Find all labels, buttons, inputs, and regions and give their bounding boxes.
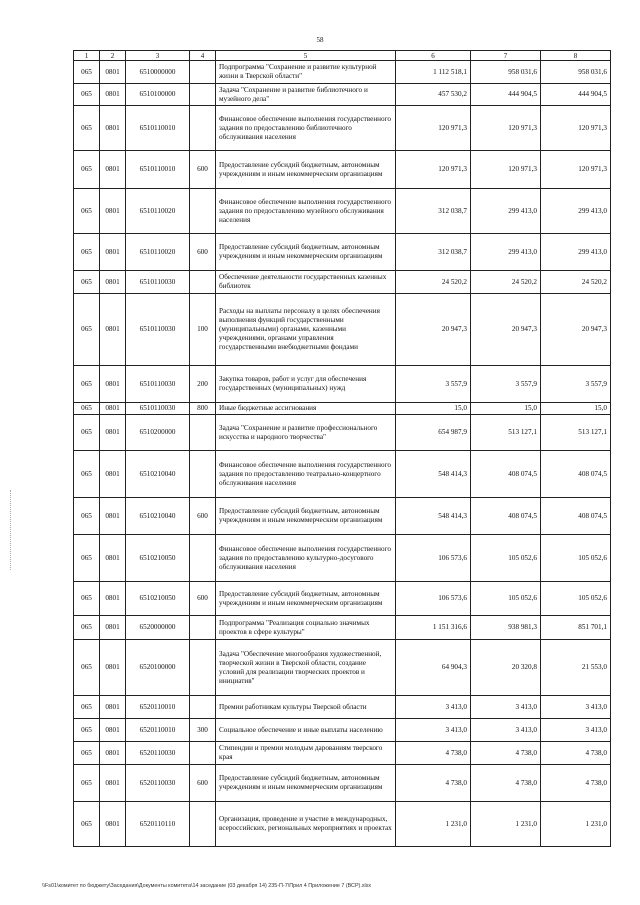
amount-year2-cell: 120 971,3 <box>471 151 541 189</box>
table-row <box>74 366 611 403</box>
expense-type-cell <box>190 742 216 765</box>
section-code-cell: 0801 <box>100 451 126 498</box>
description-cell: Закупка товаров, работ и услуг для обеспечения государственных (муниципальных) нужд <box>216 366 396 403</box>
expense-type-cell <box>190 616 216 640</box>
amount-year3-cell: 513 127,1 <box>541 415 611 451</box>
table-body <box>74 61 611 847</box>
expense-type-cell <box>190 271 216 294</box>
target-article-cell: 6510110030 <box>126 403 190 415</box>
description-cell: Финансовое обеспечение выполнения государственного задания по предоставлению театрально-концертного обслуживания населения <box>216 451 396 498</box>
amount-year2-cell: 15,0 <box>471 403 541 415</box>
expense-type-cell <box>190 640 216 696</box>
description-cell: Премии работникам культуры Тверской области <box>216 696 396 719</box>
table-row <box>74 616 611 640</box>
target-article-cell: 6520000000 <box>126 616 190 640</box>
amount-year1-cell: 3 557,9 <box>396 366 471 403</box>
ministry-code-cell: 065 <box>74 366 100 403</box>
header-cell: 3 <box>126 51 190 61</box>
ministry-code-cell: 065 <box>74 696 100 719</box>
table-row <box>74 498 611 535</box>
description-cell: Предоставление субсидий бюджетным, автономным учреждениям и иным некоммерческим организациям <box>216 765 396 802</box>
description-cell: Подпрограмма "Сохранение и развитие культурной жизни в Тверской области" <box>216 61 396 84</box>
expense-type-cell <box>190 84 216 106</box>
expense-type-cell <box>190 106 216 151</box>
amount-year2-cell: 444 904,5 <box>471 84 541 106</box>
target-article-cell: 6510110020 <box>126 189 190 234</box>
amount-year1-cell: 64 904,3 <box>396 640 471 696</box>
amount-year1-cell: 1 151 316,6 <box>396 616 471 640</box>
expense-type-cell <box>190 535 216 582</box>
amount-year1-cell: 15,0 <box>396 403 471 415</box>
target-article-cell: 6520110010 <box>126 696 190 719</box>
header-cell: 7 <box>471 51 541 61</box>
header-cell: 8 <box>541 51 611 61</box>
section-code-cell: 0801 <box>100 189 126 234</box>
amount-year3-cell: 120 971,3 <box>541 106 611 151</box>
ministry-code-cell: 065 <box>74 61 100 84</box>
section-code-cell: 0801 <box>100 535 126 582</box>
ministry-code-cell: 065 <box>74 765 100 802</box>
amount-year2-cell: 408 074,5 <box>471 498 541 535</box>
section-code-cell: 0801 <box>100 234 126 271</box>
ministry-code-cell: 065 <box>74 802 100 847</box>
amount-year3-cell: 24 520,2 <box>541 271 611 294</box>
description-cell: Обеспечение деятельности государственных казенных библиотек <box>216 271 396 294</box>
amount-year2-cell: 20 947,3 <box>471 294 541 366</box>
amount-year2-cell: 24 520,2 <box>471 271 541 294</box>
table-row <box>74 696 611 719</box>
target-article-cell: 6510110030 <box>126 271 190 294</box>
amount-year2-cell: 3 413,0 <box>471 696 541 719</box>
description-cell: Социальное обеспечение и иные выплаты населению <box>216 719 396 742</box>
description-cell: Иные бюджетные ассигнования <box>216 403 396 415</box>
target-article-cell: 6510110020 <box>126 234 190 271</box>
table-row <box>74 765 611 802</box>
amount-year1-cell: 3 413,0 <box>396 719 471 742</box>
amount-year1-cell: 312 038,7 <box>396 234 471 271</box>
amount-year3-cell: 408 074,5 <box>541 451 611 498</box>
amount-year3-cell: 958 031,6 <box>541 61 611 84</box>
amount-year2-cell: 938 981,3 <box>471 616 541 640</box>
description-cell: Предоставление субсидий бюджетным, автономным учреждениям и иным некоммерческим организациям <box>216 234 396 271</box>
table-row <box>74 403 611 415</box>
amount-year3-cell: 851 701,1 <box>541 616 611 640</box>
header-cell: 4 <box>190 51 216 61</box>
section-code-cell: 0801 <box>100 61 126 84</box>
description-cell: Финансовое обеспечение выполнения государственного задания по предоставлению библиотечного обслуживания населения <box>216 106 396 151</box>
description-cell: Финансовое обеспечение выполнения государственного задания по предоставлению культурно-досугового обслуживания населения <box>216 535 396 582</box>
expense-type-cell <box>190 451 216 498</box>
file-path-footer: \\Fs01\комитет по бюджету\Заседания\Документы комитета\14 заседание (03 декабря 14) 235-П-7\Прил 4 Приложение 7 (ВСР).xlsx <box>42 883 372 889</box>
description-cell: Финансовое обеспечение выполнения государственного задания по предоставлению музейного обслуживания населения <box>216 189 396 234</box>
table-row <box>74 719 611 742</box>
description-cell: Организация, проведение и участие в международных, всероссийских, региональных мероприятиях и проектах <box>216 802 396 847</box>
target-article-cell: 6520110030 <box>126 742 190 765</box>
description-cell: Задача "Обеспечение многообразия художественной, творческой жизни в Тверской области, создание условий для реализации творческих проектов и инициатив" <box>216 640 396 696</box>
amount-year1-cell: 4 738,0 <box>396 765 471 802</box>
table-row <box>74 151 611 189</box>
header-cell: 5 <box>216 51 396 61</box>
table-row <box>74 271 611 294</box>
amount-year1-cell: 120 971,3 <box>396 106 471 151</box>
amount-year2-cell: 3 413,0 <box>471 719 541 742</box>
amount-year3-cell: 3 413,0 <box>541 719 611 742</box>
amount-year3-cell: 21 553,0 <box>541 640 611 696</box>
description-cell: Предоставление субсидий бюджетным, автономным учреждениям и иным некоммерческим организациям <box>216 151 396 189</box>
table-row <box>74 535 611 582</box>
amount-year2-cell: 299 413,0 <box>471 234 541 271</box>
amount-year1-cell: 3 413,0 <box>396 696 471 719</box>
header-cell: 2 <box>100 51 126 61</box>
expense-type-cell: 600 <box>190 234 216 271</box>
target-article-cell: 6510210050 <box>126 535 190 582</box>
amount-year3-cell: 20 947,3 <box>541 294 611 366</box>
target-article-cell: 6510110030 <box>126 366 190 403</box>
ministry-code-cell: 065 <box>74 640 100 696</box>
expense-type-cell: 800 <box>190 403 216 415</box>
expense-type-cell: 600 <box>190 765 216 802</box>
amount-year1-cell: 24 520,2 <box>396 271 471 294</box>
header-cell: 6 <box>396 51 471 61</box>
section-code-cell: 0801 <box>100 84 126 106</box>
ministry-code-cell: 065 <box>74 234 100 271</box>
expense-type-cell: 600 <box>190 151 216 189</box>
table-row <box>74 294 611 366</box>
expense-type-cell: 600 <box>190 582 216 616</box>
amount-year3-cell: 4 738,0 <box>541 742 611 765</box>
target-article-cell: 6520110010 <box>126 719 190 742</box>
expense-type-cell <box>190 189 216 234</box>
amount-year3-cell: 1 231,0 <box>541 802 611 847</box>
amount-year1-cell: 457 530,2 <box>396 84 471 106</box>
amount-year1-cell: 120 971,3 <box>396 151 471 189</box>
expense-type-cell <box>190 415 216 451</box>
ministry-code-cell: 065 <box>74 719 100 742</box>
table-row <box>74 84 611 106</box>
amount-year2-cell: 958 031,6 <box>471 61 541 84</box>
amount-year2-cell: 20 320,8 <box>471 640 541 696</box>
table-row <box>74 61 611 84</box>
section-code-cell: 0801 <box>100 498 126 535</box>
amount-year3-cell: 299 413,0 <box>541 189 611 234</box>
expense-type-cell <box>190 61 216 84</box>
ministry-code-cell: 065 <box>74 84 100 106</box>
amount-year1-cell: 106 573,6 <box>396 535 471 582</box>
ministry-code-cell: 065 <box>74 535 100 582</box>
amount-year2-cell: 3 557,9 <box>471 366 541 403</box>
description-cell: Задача "Сохранение и развитие библиотечного и музейного дела" <box>216 84 396 106</box>
amount-year3-cell: 4 738,0 <box>541 765 611 802</box>
amount-year2-cell: 4 738,0 <box>471 742 541 765</box>
amount-year3-cell: 299 413,0 <box>541 234 611 271</box>
table-row <box>74 106 611 151</box>
section-code-cell: 0801 <box>100 616 126 640</box>
amount-year1-cell: 548 414,3 <box>396 451 471 498</box>
ministry-code-cell: 065 <box>74 498 100 535</box>
section-code-cell: 0801 <box>100 719 126 742</box>
amount-year2-cell: 105 052,6 <box>471 535 541 582</box>
margin-binding-marks <box>10 490 13 570</box>
table-row <box>74 415 611 451</box>
section-code-cell: 0801 <box>100 802 126 847</box>
ministry-code-cell: 065 <box>74 106 100 151</box>
expense-type-cell: 300 <box>190 719 216 742</box>
page-number: 58 <box>316 36 324 44</box>
amount-year2-cell: 513 127,1 <box>471 415 541 451</box>
amount-year2-cell: 1 231,0 <box>471 802 541 847</box>
target-article-cell: 6510210040 <box>126 451 190 498</box>
header-cell: 1 <box>74 51 100 61</box>
section-code-cell: 0801 <box>100 271 126 294</box>
description-cell: Предоставление субсидий бюджетным, автономным учреждениям и иным некоммерческим организациям <box>216 582 396 616</box>
expense-type-cell <box>190 802 216 847</box>
description-cell: Задача "Сохранение и развитие профессионального искусства и народного творчества" <box>216 415 396 451</box>
ministry-code-cell: 065 <box>74 451 100 498</box>
target-article-cell: 6520110110 <box>126 802 190 847</box>
amount-year3-cell: 3 557,9 <box>541 366 611 403</box>
amount-year1-cell: 1 231,0 <box>396 802 471 847</box>
section-code-cell: 0801 <box>100 294 126 366</box>
target-article-cell: 6510100000 <box>126 84 190 106</box>
table-row <box>74 189 611 234</box>
amount-year1-cell: 20 947,3 <box>396 294 471 366</box>
target-article-cell: 6510200000 <box>126 415 190 451</box>
expense-type-cell: 600 <box>190 498 216 535</box>
section-code-cell: 0801 <box>100 403 126 415</box>
ministry-code-cell: 065 <box>74 415 100 451</box>
ministry-code-cell: 065 <box>74 189 100 234</box>
amount-year3-cell: 105 052,6 <box>541 582 611 616</box>
target-article-cell: 6520100000 <box>126 640 190 696</box>
ministry-code-cell: 065 <box>74 742 100 765</box>
amount-year3-cell: 105 052,6 <box>541 535 611 582</box>
section-code-cell: 0801 <box>100 151 126 189</box>
section-code-cell: 0801 <box>100 366 126 403</box>
amount-year2-cell: 105 052,6 <box>471 582 541 616</box>
section-code-cell: 0801 <box>100 640 126 696</box>
amount-year3-cell: 3 413,0 <box>541 696 611 719</box>
ministry-code-cell: 065 <box>74 271 100 294</box>
expense-type-cell: 200 <box>190 366 216 403</box>
target-article-cell: 6520110030 <box>126 765 190 802</box>
table-row <box>74 582 611 616</box>
description-cell: Расходы на выплаты персоналу в целях обеспечения выполнения функций государственными (муниципальными) органами, казенными учреждениями, органами управления государственными внебюджетными фондами <box>216 294 396 366</box>
table-row <box>74 234 611 271</box>
table-row <box>74 640 611 696</box>
section-code-cell: 0801 <box>100 415 126 451</box>
ministry-code-cell: 065 <box>74 582 100 616</box>
ministry-code-cell: 065 <box>74 616 100 640</box>
section-code-cell: 0801 <box>100 696 126 719</box>
amount-year3-cell: 15,0 <box>541 403 611 415</box>
target-article-cell: 6510210050 <box>126 582 190 616</box>
section-code-cell: 0801 <box>100 582 126 616</box>
header-row <box>74 51 611 61</box>
amount-year1-cell: 312 038,7 <box>396 189 471 234</box>
amount-year1-cell: 654 987,9 <box>396 415 471 451</box>
ministry-code-cell: 065 <box>74 294 100 366</box>
amount-year1-cell: 1 112 518,1 <box>396 61 471 84</box>
amount-year1-cell: 106 573,6 <box>396 582 471 616</box>
table-row <box>74 742 611 765</box>
amount-year3-cell: 120 971,3 <box>541 151 611 189</box>
amount-year2-cell: 408 074,5 <box>471 451 541 498</box>
table-row <box>74 451 611 498</box>
section-code-cell: 0801 <box>100 765 126 802</box>
target-article-cell: 6510110010 <box>126 151 190 189</box>
description-cell: Предоставление субсидий бюджетным, автономным учреждениям и иным некоммерческим организациям <box>216 498 396 535</box>
amount-year1-cell: 4 738,0 <box>396 742 471 765</box>
amount-year3-cell: 408 074,5 <box>541 498 611 535</box>
description-cell: Подпрограмма "Реализация социально значимых проектов в сфере культуры" <box>216 616 396 640</box>
ministry-code-cell: 065 <box>74 151 100 189</box>
target-article-cell: 6510000000 <box>126 61 190 84</box>
table-row <box>74 802 611 847</box>
target-article-cell: 6510210040 <box>126 498 190 535</box>
amount-year2-cell: 299 413,0 <box>471 189 541 234</box>
expense-type-cell <box>190 696 216 719</box>
section-code-cell: 0801 <box>100 742 126 765</box>
description-cell: Стипендии и премии молодым дарованиям тверского края <box>216 742 396 765</box>
section-code-cell: 0801 <box>100 106 126 151</box>
amount-year2-cell: 120 971,3 <box>471 106 541 151</box>
budget-table <box>73 50 611 847</box>
expense-type-cell: 100 <box>190 294 216 366</box>
target-article-cell: 6510110010 <box>126 106 190 151</box>
amount-year1-cell: 548 414,3 <box>396 498 471 535</box>
amount-year3-cell: 444 904,5 <box>541 84 611 106</box>
ministry-code-cell: 065 <box>74 403 100 415</box>
amount-year2-cell: 4 738,0 <box>471 765 541 802</box>
target-article-cell: 6510110030 <box>126 294 190 366</box>
